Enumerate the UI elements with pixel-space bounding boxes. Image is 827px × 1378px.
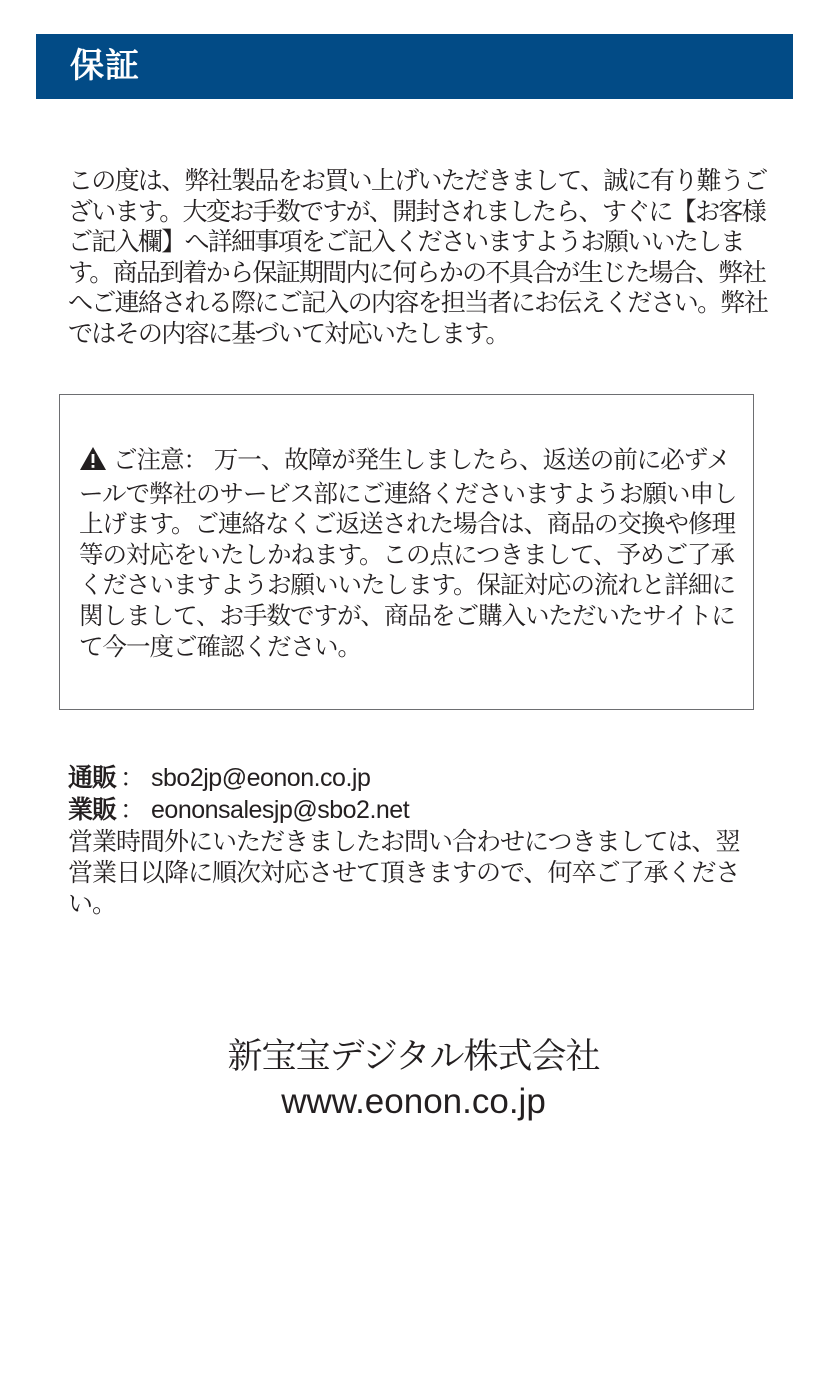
warning-icon bbox=[79, 446, 107, 479]
separator: ： bbox=[120, 763, 146, 792]
website-link[interactable]: www.eonon.co.jp bbox=[281, 1082, 546, 1121]
notice-box bbox=[59, 394, 754, 710]
notice-paragraph bbox=[79, 445, 739, 662]
page-title: 保証 bbox=[70, 46, 140, 86]
separator: ： bbox=[120, 795, 146, 824]
header-bar bbox=[36, 34, 793, 99]
intro-paragraph: この度は、弊社製品をお買い上げいただきまして、誠に有り難うございます。大変お手数ですが、開封されましたら、すぐに【お客様ご記入欄】へ詳細事項をご記入くださいますようお願いいたします。商品到着から保証期間内に何らかの不具合が生じた場合、弊社へご連絡される際にご記入の内容を担当者にお伝えください。弊社ではその内容に基づいて対応いたします。 bbox=[68, 166, 768, 348]
wholesale-label: 業販 bbox=[68, 795, 117, 824]
mail-order-line bbox=[68, 762, 788, 794]
contact-section bbox=[68, 762, 788, 919]
wholesale-email[interactable]: eononsalesjp@sbo2.net bbox=[151, 796, 410, 824]
mail-order-email[interactable]: sbo2jp@eonon.co.jp bbox=[151, 764, 371, 792]
company-name: 新宝宝デジタル株式会社 bbox=[227, 1037, 600, 1077]
notice-text: ご注意： 万一、故障が発生しましたら、返送の前に必ずメールで弊社のサービス部にご連絡くださいますようお願い申し上げます。ご連絡なくご返送された場合は、商品の交換や修理等の対応をいたしかねます。この点につきまして、予めご了承くださいますようお願いいたします。保証対応の流れと詳細に関しまして、お手数ですが、商品をご購入いただいたサイトにて今一度ご確認ください。 bbox=[79, 445, 737, 661]
mail-order-label: 通販 bbox=[68, 763, 117, 792]
wholesale-line bbox=[68, 794, 788, 826]
business-hours-note: 営業時間外にいただきましたお問い合わせにつきましては、翌営業日以降に順次対応させて頂きますので、何卒ご了承ください。 bbox=[68, 827, 740, 918]
